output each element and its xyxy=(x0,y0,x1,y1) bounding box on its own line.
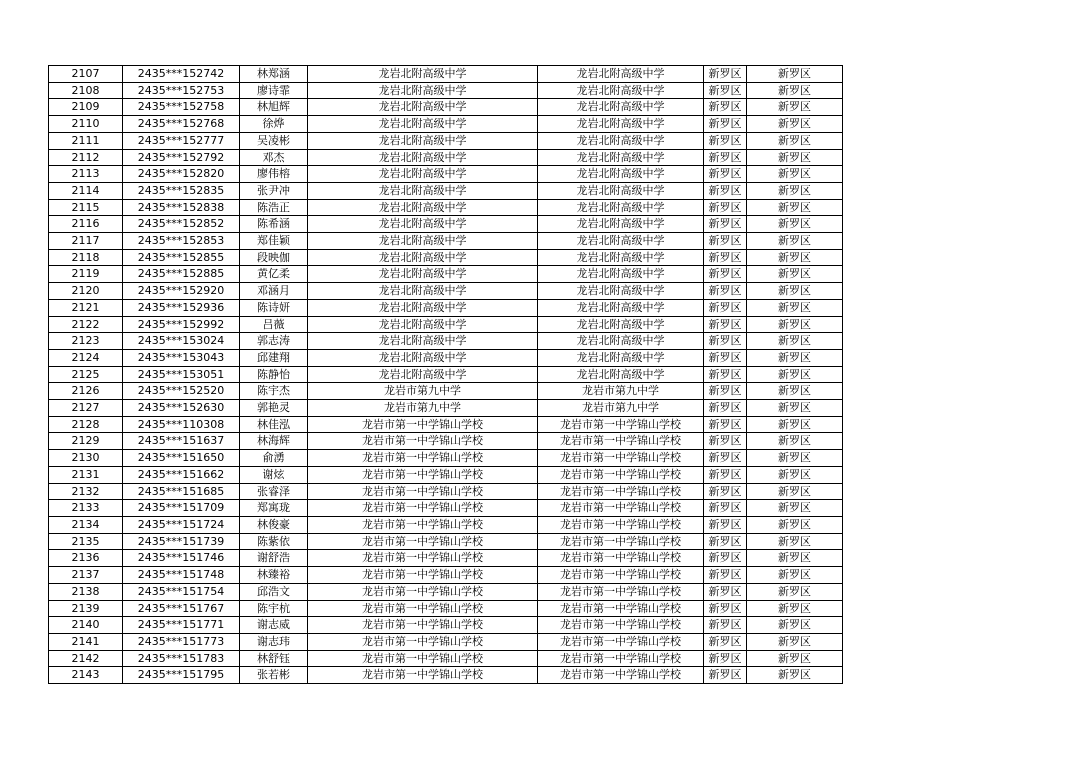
row-number-cell: 2122 xyxy=(49,316,123,333)
table-row xyxy=(49,667,843,684)
district-cell: 新罗区 xyxy=(704,450,747,467)
exam-id-cell: 2435***152936 xyxy=(123,299,240,316)
school-cell: 龙岩市第一中学锦山学校 xyxy=(308,583,538,600)
table-row xyxy=(49,82,843,99)
registered-district-cell: 新罗区 xyxy=(747,433,843,450)
exam-id-cell: 2435***151685 xyxy=(123,483,240,500)
admitted-school-cell: 龙岩北附高级中学 xyxy=(538,233,704,250)
registered-district-cell: 新罗区 xyxy=(747,349,843,366)
school-cell: 龙岩北附高级中学 xyxy=(308,149,538,166)
row-number-cell: 2140 xyxy=(49,617,123,634)
registered-district-cell: 新罗区 xyxy=(747,483,843,500)
district-cell: 新罗区 xyxy=(704,500,747,517)
admitted-school-cell: 龙岩市第一中学锦山学校 xyxy=(538,533,704,550)
table-row xyxy=(49,266,843,283)
student-table xyxy=(48,65,843,684)
table-row xyxy=(49,99,843,116)
row-number-cell: 2126 xyxy=(49,383,123,400)
table-body xyxy=(49,66,843,684)
school-cell: 龙岩北附高级中学 xyxy=(308,316,538,333)
row-number-cell: 2129 xyxy=(49,433,123,450)
district-cell: 新罗区 xyxy=(704,533,747,550)
admitted-school-cell: 龙岩北附高级中学 xyxy=(538,116,704,133)
admitted-school-cell: 龙岩市第一中学锦山学校 xyxy=(538,583,704,600)
student-name-cell: 陈希涵 xyxy=(240,216,308,233)
district-cell: 新罗区 xyxy=(704,366,747,383)
student-name-cell: 廖诗霏 xyxy=(240,82,308,99)
table-row xyxy=(49,116,843,133)
registered-district-cell: 新罗区 xyxy=(747,316,843,333)
student-name-cell: 黄亿柔 xyxy=(240,266,308,283)
row-number-cell: 2128 xyxy=(49,416,123,433)
admitted-school-cell: 龙岩市第一中学锦山学校 xyxy=(538,550,704,567)
row-number-cell: 2139 xyxy=(49,600,123,617)
student-name-cell: 陈浩正 xyxy=(240,199,308,216)
row-number-cell: 2137 xyxy=(49,567,123,584)
row-number-cell: 2127 xyxy=(49,400,123,417)
registered-district-cell: 新罗区 xyxy=(747,450,843,467)
school-cell: 龙岩北附高级中学 xyxy=(308,249,538,266)
registered-district-cell: 新罗区 xyxy=(747,466,843,483)
table-row xyxy=(49,533,843,550)
student-name-cell: 陈紫依 xyxy=(240,533,308,550)
table-row xyxy=(49,466,843,483)
student-name-cell: 吴凌彬 xyxy=(240,132,308,149)
admitted-school-cell: 龙岩市第一中学锦山学校 xyxy=(538,667,704,684)
district-cell: 新罗区 xyxy=(704,249,747,266)
student-name-cell: 谢舒浩 xyxy=(240,550,308,567)
exam-id-cell: 2435***153043 xyxy=(123,349,240,366)
student-name-cell: 林俊豪 xyxy=(240,516,308,533)
district-cell: 新罗区 xyxy=(704,82,747,99)
table-row xyxy=(49,349,843,366)
student-name-cell: 邱建翔 xyxy=(240,349,308,366)
exam-id-cell: 2435***152753 xyxy=(123,82,240,99)
exam-id-cell: 2435***152838 xyxy=(123,199,240,216)
school-cell: 龙岩北附高级中学 xyxy=(308,266,538,283)
registered-district-cell: 新罗区 xyxy=(747,383,843,400)
row-number-cell: 2131 xyxy=(49,466,123,483)
row-number-cell: 2132 xyxy=(49,483,123,500)
row-number-cell: 2112 xyxy=(49,149,123,166)
admitted-school-cell: 龙岩市第一中学锦山学校 xyxy=(538,500,704,517)
exam-id-cell: 2435***152920 xyxy=(123,283,240,300)
admitted-school-cell: 龙岩市第九中学 xyxy=(538,383,704,400)
student-name-cell: 林佳泓 xyxy=(240,416,308,433)
admitted-school-cell: 龙岩市第一中学锦山学校 xyxy=(538,617,704,634)
table-row xyxy=(49,450,843,467)
exam-id-cell: 2435***151724 xyxy=(123,516,240,533)
school-cell: 龙岩北附高级中学 xyxy=(308,199,538,216)
admitted-school-cell: 龙岩市第一中学锦山学校 xyxy=(538,516,704,533)
student-name-cell: 郭志涛 xyxy=(240,333,308,350)
exam-id-cell: 2435***152852 xyxy=(123,216,240,233)
admitted-school-cell: 龙岩北附高级中学 xyxy=(538,249,704,266)
district-cell: 新罗区 xyxy=(704,216,747,233)
admitted-school-cell: 龙岩北附高级中学 xyxy=(538,283,704,300)
registered-district-cell: 新罗区 xyxy=(747,600,843,617)
district-cell: 新罗区 xyxy=(704,433,747,450)
student-name-cell: 段映伽 xyxy=(240,249,308,266)
district-cell: 新罗区 xyxy=(704,667,747,684)
student-name-cell: 林海辉 xyxy=(240,433,308,450)
district-cell: 新罗区 xyxy=(704,516,747,533)
admitted-school-cell: 龙岩北附高级中学 xyxy=(538,366,704,383)
admitted-school-cell: 龙岩北附高级中学 xyxy=(538,149,704,166)
school-cell: 龙岩北附高级中学 xyxy=(308,233,538,250)
school-cell: 龙岩北附高级中学 xyxy=(308,116,538,133)
exam-id-cell: 2435***152777 xyxy=(123,132,240,149)
registered-district-cell: 新罗区 xyxy=(747,99,843,116)
student-name-cell: 徐烨 xyxy=(240,116,308,133)
row-number-cell: 2109 xyxy=(49,99,123,116)
row-number-cell: 2134 xyxy=(49,516,123,533)
admitted-school-cell: 龙岩北附高级中学 xyxy=(538,299,704,316)
table-row xyxy=(49,316,843,333)
registered-district-cell: 新罗区 xyxy=(747,266,843,283)
district-cell: 新罗区 xyxy=(704,116,747,133)
school-cell: 龙岩市第一中学锦山学校 xyxy=(308,500,538,517)
exam-id-cell: 2435***151748 xyxy=(123,567,240,584)
student-name-cell: 陈静怡 xyxy=(240,366,308,383)
table-row xyxy=(49,233,843,250)
exam-id-cell: 2435***151754 xyxy=(123,583,240,600)
school-cell: 龙岩市第一中学锦山学校 xyxy=(308,433,538,450)
school-cell: 龙岩市第一中学锦山学校 xyxy=(308,617,538,634)
registered-district-cell: 新罗区 xyxy=(747,500,843,517)
exam-id-cell: 2435***151771 xyxy=(123,617,240,634)
district-cell: 新罗区 xyxy=(704,633,747,650)
exam-id-cell: 2435***151637 xyxy=(123,433,240,450)
student-name-cell: 张尹冲 xyxy=(240,182,308,199)
registered-district-cell: 新罗区 xyxy=(747,182,843,199)
registered-district-cell: 新罗区 xyxy=(747,366,843,383)
exam-id-cell: 2435***152992 xyxy=(123,316,240,333)
admitted-school-cell: 龙岩北附高级中学 xyxy=(538,216,704,233)
district-cell: 新罗区 xyxy=(704,550,747,567)
district-cell: 新罗区 xyxy=(704,149,747,166)
district-cell: 新罗区 xyxy=(704,132,747,149)
exam-id-cell: 2435***151767 xyxy=(123,600,240,617)
table-row xyxy=(49,500,843,517)
table-row xyxy=(49,416,843,433)
district-cell: 新罗区 xyxy=(704,650,747,667)
district-cell: 新罗区 xyxy=(704,483,747,500)
table-row xyxy=(49,617,843,634)
district-cell: 新罗区 xyxy=(704,400,747,417)
student-name-cell: 谢炫 xyxy=(240,466,308,483)
exam-id-cell: 2435***110308 xyxy=(123,416,240,433)
admitted-school-cell: 龙岩市第一中学锦山学校 xyxy=(538,466,704,483)
school-cell: 龙岩北附高级中学 xyxy=(308,132,538,149)
student-name-cell: 邓杰 xyxy=(240,149,308,166)
school-cell: 龙岩北附高级中学 xyxy=(308,182,538,199)
district-cell: 新罗区 xyxy=(704,182,747,199)
table-row xyxy=(49,182,843,199)
exam-id-cell: 2435***151746 xyxy=(123,550,240,567)
exam-id-cell: 2435***151795 xyxy=(123,667,240,684)
exam-id-cell: 2435***152630 xyxy=(123,400,240,417)
student-name-cell: 郑佳颖 xyxy=(240,233,308,250)
admitted-school-cell: 龙岩北附高级中学 xyxy=(538,99,704,116)
district-cell: 新罗区 xyxy=(704,99,747,116)
exam-id-cell: 2435***153024 xyxy=(123,333,240,350)
student-name-cell: 林旭辉 xyxy=(240,99,308,116)
school-cell: 龙岩市第一中学锦山学校 xyxy=(308,533,538,550)
exam-id-cell: 2435***152835 xyxy=(123,182,240,199)
row-number-cell: 2114 xyxy=(49,182,123,199)
table-row xyxy=(49,550,843,567)
school-cell: 龙岩北附高级中学 xyxy=(308,66,538,83)
district-cell: 新罗区 xyxy=(704,349,747,366)
exam-id-cell: 2435***151650 xyxy=(123,450,240,467)
student-name-cell: 谢志威 xyxy=(240,617,308,634)
row-number-cell: 2133 xyxy=(49,500,123,517)
student-name-cell: 陈诗妍 xyxy=(240,299,308,316)
district-cell: 新罗区 xyxy=(704,617,747,634)
admitted-school-cell: 龙岩北附高级中学 xyxy=(538,82,704,99)
table-row xyxy=(49,66,843,83)
exam-id-cell: 2435***152853 xyxy=(123,233,240,250)
table-row xyxy=(49,383,843,400)
table-row xyxy=(49,199,843,216)
row-number-cell: 2123 xyxy=(49,333,123,350)
row-number-cell: 2135 xyxy=(49,533,123,550)
school-cell: 龙岩北附高级中学 xyxy=(308,366,538,383)
registered-district-cell: 新罗区 xyxy=(747,333,843,350)
admitted-school-cell: 龙岩北附高级中学 xyxy=(538,132,704,149)
admitted-school-cell: 龙岩市第一中学锦山学校 xyxy=(538,567,704,584)
row-number-cell: 2115 xyxy=(49,199,123,216)
row-number-cell: 2110 xyxy=(49,116,123,133)
school-cell: 龙岩市第一中学锦山学校 xyxy=(308,567,538,584)
row-number-cell: 2125 xyxy=(49,366,123,383)
district-cell: 新罗区 xyxy=(704,383,747,400)
admitted-school-cell: 龙岩北附高级中学 xyxy=(538,333,704,350)
table-row xyxy=(49,299,843,316)
school-cell: 龙岩北附高级中学 xyxy=(308,299,538,316)
district-cell: 新罗区 xyxy=(704,333,747,350)
district-cell: 新罗区 xyxy=(704,567,747,584)
registered-district-cell: 新罗区 xyxy=(747,667,843,684)
school-cell: 龙岩北附高级中学 xyxy=(308,99,538,116)
district-cell: 新罗区 xyxy=(704,283,747,300)
registered-district-cell: 新罗区 xyxy=(747,199,843,216)
admitted-school-cell: 龙岩北附高级中学 xyxy=(538,266,704,283)
exam-id-cell: 2435***152820 xyxy=(123,166,240,183)
registered-district-cell: 新罗区 xyxy=(747,416,843,433)
district-cell: 新罗区 xyxy=(704,600,747,617)
row-number-cell: 2121 xyxy=(49,299,123,316)
table-row xyxy=(49,633,843,650)
student-name-cell: 郭艳灵 xyxy=(240,400,308,417)
exam-id-cell: 2435***152742 xyxy=(123,66,240,83)
student-name-cell: 郑寓珑 xyxy=(240,500,308,517)
row-number-cell: 2120 xyxy=(49,283,123,300)
registered-district-cell: 新罗区 xyxy=(747,82,843,99)
student-name-cell: 张若彬 xyxy=(240,667,308,684)
registered-district-cell: 新罗区 xyxy=(747,533,843,550)
admitted-school-cell: 龙岩北附高级中学 xyxy=(538,166,704,183)
registered-district-cell: 新罗区 xyxy=(747,233,843,250)
registered-district-cell: 新罗区 xyxy=(747,149,843,166)
table-row xyxy=(49,400,843,417)
exam-id-cell: 2435***152855 xyxy=(123,249,240,266)
school-cell: 龙岩市第一中学锦山学校 xyxy=(308,650,538,667)
admitted-school-cell: 龙岩北附高级中学 xyxy=(538,199,704,216)
table-row xyxy=(49,516,843,533)
registered-district-cell: 新罗区 xyxy=(747,650,843,667)
school-cell: 龙岩市第一中学锦山学校 xyxy=(308,516,538,533)
table-row xyxy=(49,249,843,266)
table-row xyxy=(49,650,843,667)
registered-district-cell: 新罗区 xyxy=(747,617,843,634)
row-number-cell: 2142 xyxy=(49,650,123,667)
table-row xyxy=(49,600,843,617)
row-number-cell: 2136 xyxy=(49,550,123,567)
admitted-school-cell: 龙岩北附高级中学 xyxy=(538,316,704,333)
district-cell: 新罗区 xyxy=(704,416,747,433)
school-cell: 龙岩市第一中学锦山学校 xyxy=(308,450,538,467)
row-number-cell: 2113 xyxy=(49,166,123,183)
row-number-cell: 2116 xyxy=(49,216,123,233)
row-number-cell: 2130 xyxy=(49,450,123,467)
school-cell: 龙岩北附高级中学 xyxy=(308,216,538,233)
district-cell: 新罗区 xyxy=(704,583,747,600)
student-name-cell: 廖伟榕 xyxy=(240,166,308,183)
school-cell: 龙岩市第一中学锦山学校 xyxy=(308,466,538,483)
exam-id-cell: 2435***152792 xyxy=(123,149,240,166)
exam-id-cell: 2435***151662 xyxy=(123,466,240,483)
school-cell: 龙岩北附高级中学 xyxy=(308,333,538,350)
exam-id-cell: 2435***151739 xyxy=(123,533,240,550)
student-name-cell: 林舒钰 xyxy=(240,650,308,667)
school-cell: 龙岩市第一中学锦山学校 xyxy=(308,633,538,650)
admitted-school-cell: 龙岩市第一中学锦山学校 xyxy=(538,600,704,617)
admitted-school-cell: 龙岩北附高级中学 xyxy=(538,182,704,199)
student-name-cell: 俞湧 xyxy=(240,450,308,467)
exam-id-cell: 2435***152758 xyxy=(123,99,240,116)
student-name-cell: 邱浩文 xyxy=(240,583,308,600)
school-cell: 龙岩市第一中学锦山学校 xyxy=(308,483,538,500)
registered-district-cell: 新罗区 xyxy=(747,66,843,83)
exam-id-cell: 2435***153051 xyxy=(123,366,240,383)
table-row xyxy=(49,433,843,450)
admitted-school-cell: 龙岩市第一中学锦山学校 xyxy=(538,433,704,450)
registered-district-cell: 新罗区 xyxy=(747,166,843,183)
student-name-cell: 林臻裕 xyxy=(240,567,308,584)
admitted-school-cell: 龙岩北附高级中学 xyxy=(538,349,704,366)
school-cell: 龙岩市第一中学锦山学校 xyxy=(308,667,538,684)
district-cell: 新罗区 xyxy=(704,166,747,183)
school-cell: 龙岩北附高级中学 xyxy=(308,82,538,99)
table-row xyxy=(49,366,843,383)
district-cell: 新罗区 xyxy=(704,266,747,283)
student-name-cell: 邓涵月 xyxy=(240,283,308,300)
student-name-cell: 陈宇杭 xyxy=(240,600,308,617)
school-cell: 龙岩北附高级中学 xyxy=(308,283,538,300)
row-number-cell: 2119 xyxy=(49,266,123,283)
table-row xyxy=(49,166,843,183)
student-name-cell: 陈宇杰 xyxy=(240,383,308,400)
admitted-school-cell: 龙岩市第九中学 xyxy=(538,400,704,417)
table-row xyxy=(49,216,843,233)
student-name-cell: 吕薇 xyxy=(240,316,308,333)
row-number-cell: 2143 xyxy=(49,667,123,684)
admitted-school-cell: 龙岩市第一中学锦山学校 xyxy=(538,483,704,500)
registered-district-cell: 新罗区 xyxy=(747,583,843,600)
registered-district-cell: 新罗区 xyxy=(747,249,843,266)
exam-id-cell: 2435***151709 xyxy=(123,500,240,517)
registered-district-cell: 新罗区 xyxy=(747,216,843,233)
student-name-cell: 林郑涵 xyxy=(240,66,308,83)
table-row xyxy=(49,283,843,300)
row-number-cell: 2107 xyxy=(49,66,123,83)
district-cell: 新罗区 xyxy=(704,199,747,216)
district-cell: 新罗区 xyxy=(704,299,747,316)
school-cell: 龙岩北附高级中学 xyxy=(308,166,538,183)
exam-id-cell: 2435***152768 xyxy=(123,116,240,133)
student-name-cell: 谢志玮 xyxy=(240,633,308,650)
table-row xyxy=(49,149,843,166)
table-row xyxy=(49,132,843,149)
school-cell: 龙岩市第一中学锦山学校 xyxy=(308,550,538,567)
registered-district-cell: 新罗区 xyxy=(747,550,843,567)
school-cell: 龙岩市第一中学锦山学校 xyxy=(308,416,538,433)
school-cell: 龙岩市第九中学 xyxy=(308,383,538,400)
school-cell: 龙岩市第一中学锦山学校 xyxy=(308,600,538,617)
admitted-school-cell: 龙岩市第一中学锦山学校 xyxy=(538,633,704,650)
student-name-cell: 张睿泽 xyxy=(240,483,308,500)
registered-district-cell: 新罗区 xyxy=(747,400,843,417)
registered-district-cell: 新罗区 xyxy=(747,567,843,584)
admitted-school-cell: 龙岩市第一中学锦山学校 xyxy=(538,450,704,467)
registered-district-cell: 新罗区 xyxy=(747,516,843,533)
district-cell: 新罗区 xyxy=(704,233,747,250)
table-row xyxy=(49,333,843,350)
row-number-cell: 2117 xyxy=(49,233,123,250)
registered-district-cell: 新罗区 xyxy=(747,283,843,300)
school-cell: 龙岩北附高级中学 xyxy=(308,349,538,366)
exam-id-cell: 2435***152885 xyxy=(123,266,240,283)
admitted-school-cell: 龙岩市第一中学锦山学校 xyxy=(538,416,704,433)
row-number-cell: 2111 xyxy=(49,132,123,149)
table-row xyxy=(49,483,843,500)
registered-district-cell: 新罗区 xyxy=(747,299,843,316)
district-cell: 新罗区 xyxy=(704,466,747,483)
admitted-school-cell: 龙岩北附高级中学 xyxy=(538,66,704,83)
exam-id-cell: 2435***151773 xyxy=(123,633,240,650)
registered-district-cell: 新罗区 xyxy=(747,633,843,650)
admitted-school-cell: 龙岩市第一中学锦山学校 xyxy=(538,650,704,667)
registered-district-cell: 新罗区 xyxy=(747,132,843,149)
table-row xyxy=(49,583,843,600)
table-row xyxy=(49,567,843,584)
row-number-cell: 2141 xyxy=(49,633,123,650)
row-number-cell: 2108 xyxy=(49,82,123,99)
row-number-cell: 2118 xyxy=(49,249,123,266)
school-cell: 龙岩市第九中学 xyxy=(308,400,538,417)
row-number-cell: 2138 xyxy=(49,583,123,600)
exam-id-cell: 2435***152520 xyxy=(123,383,240,400)
row-number-cell: 2124 xyxy=(49,349,123,366)
district-cell: 新罗区 xyxy=(704,316,747,333)
district-cell: 新罗区 xyxy=(704,66,747,83)
exam-id-cell: 2435***151783 xyxy=(123,650,240,667)
registered-district-cell: 新罗区 xyxy=(747,116,843,133)
